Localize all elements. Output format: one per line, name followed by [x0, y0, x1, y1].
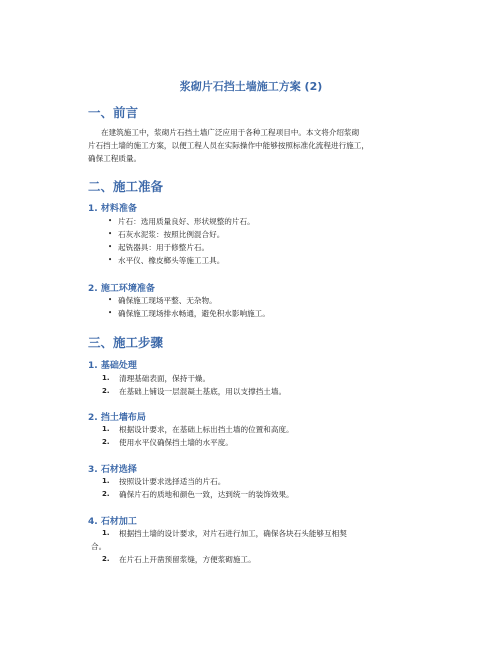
- subheading-environment: 2. 施工环境准备: [88, 284, 155, 294]
- list-item: 1. 根据挡土墙的设计要求，对片石进行加工，确保各块石头能够互相契 合。: [91, 529, 347, 551]
- stone-selection-steps: [102, 475, 294, 501]
- materials-list: [108, 215, 255, 267]
- list-item: 2. 使用水平仪确保挡土墙的水平度。: [102, 438, 233, 447]
- foundation-steps: [102, 372, 287, 398]
- stone-processing-steps: [91, 527, 347, 566]
- list-item: • 确保施工现场平整、无杂物。: [108, 296, 217, 305]
- document-title: 浆砌片石挡土墙施工方案 (2): [179, 80, 323, 93]
- section-heading-steps: 三、施工步骤: [88, 335, 164, 350]
- subheading-materials: 1. 材料准备: [88, 204, 137, 214]
- list-item: 2. 在片石上开凿预留浆缝，方便浆砌施工。: [102, 555, 256, 564]
- list-item: • 片石：选用质量良好、形状规整的片石。: [108, 217, 255, 226]
- bullet-icon: •: [108, 230, 113, 238]
- list-item: • 起铣器具：用于修整片石。: [108, 243, 210, 252]
- subheading-stone-selection: 3. 石材选择: [88, 465, 137, 475]
- intro-line-2: 片石挡土墙的施工方案，以便工程人员在实际操作中能够按照标准化流程进行施工，: [88, 141, 369, 150]
- subheading-stone-processing: 4. 石材加工: [88, 517, 137, 527]
- intro-paragraph: [88, 126, 418, 165]
- bullet-icon: •: [108, 309, 113, 317]
- section-heading-prep: 二、施工准备: [88, 179, 164, 194]
- bullet-icon: •: [108, 256, 113, 264]
- list-item: 2. 在基础上铺设一层混凝土基底，用以支撑挡土墙。: [102, 387, 287, 396]
- bullet-icon: •: [108, 217, 113, 225]
- environment-list: [108, 294, 270, 320]
- list-item: 2. 确保片石的质地和颜色一致，达到统一的装饰效果。: [102, 490, 294, 499]
- intro-line-1: 在建筑施工中，浆砌片石挡土墙广泛应用于各种工程项目中。本文将介绍浆砌: [101, 128, 360, 137]
- bullet-icon: •: [108, 296, 113, 304]
- layout-steps: [102, 423, 294, 449]
- section-heading-intro: 一、前言: [88, 105, 139, 120]
- list-item: 1. 清理基础表面，保持干燥。: [102, 374, 211, 383]
- list-item: 1. 根据设计要求，在基础上标出挡土墙的位置和高度。: [102, 425, 294, 434]
- list-item: • 水平仪、橡皮榔头等施工工具。: [108, 256, 225, 265]
- subheading-foundation: 1. 基础处理: [88, 361, 137, 371]
- list-item: • 确保施工现场排水畅通，避免积水影响施工。: [108, 309, 270, 318]
- list-item: • 石灰水泥浆：按照比例混合好。: [108, 230, 225, 239]
- list-item: 1. 按照设计要求选择适当的片石。: [102, 477, 226, 486]
- intro-line-3: 确保工程质量。: [88, 154, 142, 163]
- subheading-layout: 2. 挡土墙布局: [88, 413, 146, 423]
- bullet-icon: •: [108, 243, 113, 251]
